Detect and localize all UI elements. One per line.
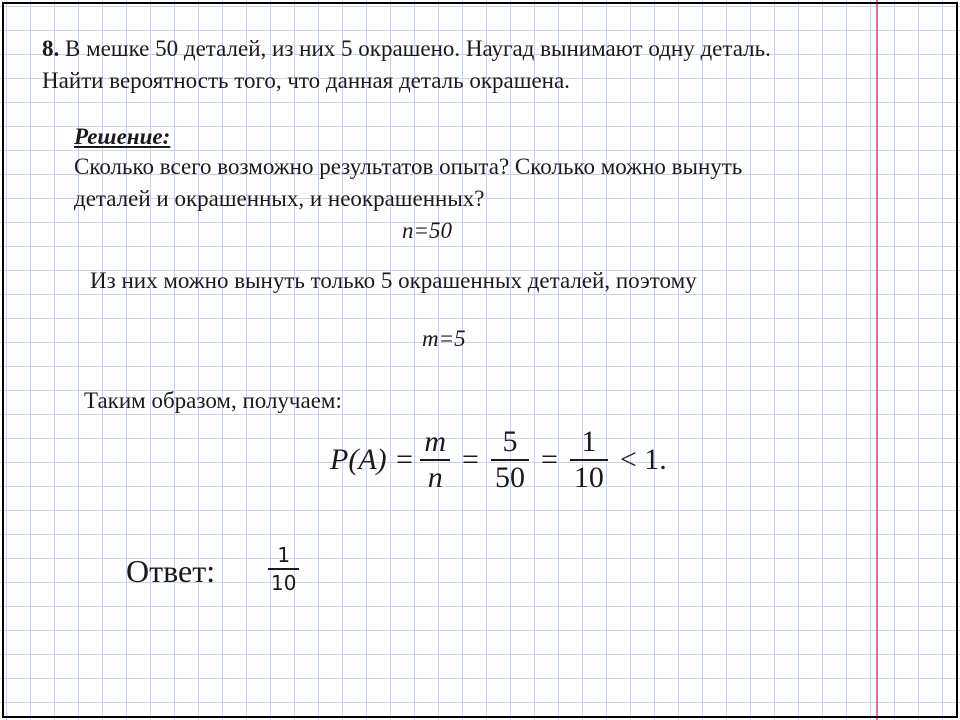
answer-numerator: 1 (277, 543, 291, 567)
equals-sign-2: = (540, 443, 558, 476)
solution-line-2: деталей и окрашенных, и неокрашенных? (74, 186, 485, 211)
n-value: n=50 (402, 218, 453, 243)
frac2-numerator: 5 (502, 425, 518, 458)
frac3-denominator: 10 (573, 461, 604, 494)
problem-line-1 (42, 36, 771, 62)
m-value: m=5 (422, 326, 466, 351)
frac1-numerator: m (424, 425, 447, 458)
problem-text-1: В мешке 50 деталей, из них 5 окрашено. Наугад вынимают одну деталь. (59, 36, 771, 61)
answer-label: Ответ: (126, 553, 216, 589)
fraction-1-over-10 (570, 425, 608, 495)
problem-line-2: Найти вероятность того, что данная деталь окрашена. (42, 68, 570, 93)
less-than-one: < 1. (619, 443, 667, 476)
formula-lhs: P(A) = (330, 443, 415, 476)
fraction-5-over-50 (491, 425, 529, 495)
answer-denominator: 10 (271, 571, 297, 595)
fraction-m-over-n (420, 425, 450, 495)
solution-line-4: Таким образом, получаем: (84, 388, 342, 413)
solution-heading: Решение: (74, 124, 171, 149)
equals-sign-1: = (462, 443, 479, 476)
problem-number: 8. (42, 36, 60, 61)
probability-formula (330, 425, 673, 495)
solution-line-3: Из них можно вынуть только 5 окрашенных деталей, поэтому (90, 268, 697, 293)
slide-frame (2, 2, 958, 718)
frac1-denominator: n (427, 461, 443, 494)
answer-fraction (268, 542, 299, 596)
frac3-numerator: 1 (581, 425, 597, 458)
frac2-denominator: 50 (494, 461, 525, 494)
solution-line-1: Сколько всего возможно результатов опыта? Сколько можно вынуть (74, 154, 743, 179)
